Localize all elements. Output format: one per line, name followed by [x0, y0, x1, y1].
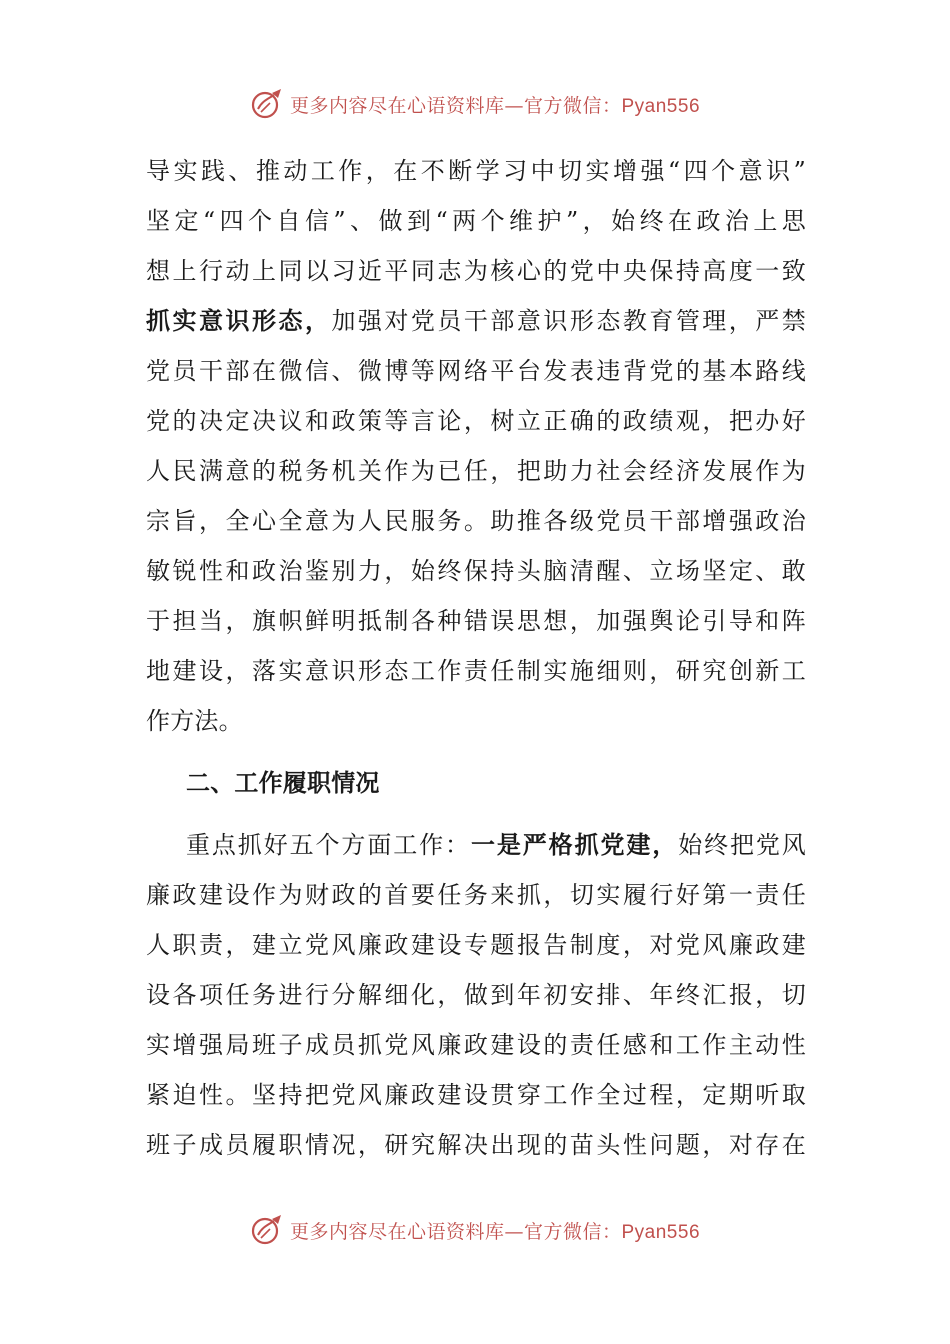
text-line: 想上行动上同以习近平同志为核心的党中央保持高度一致	[146, 257, 806, 285]
document-body	[146, 146, 806, 1170]
text-line: 地建设，落实意识形态工作责任制实施细则，研究创新工	[146, 657, 806, 685]
bold-phrase: 一是严格抓党建，	[470, 830, 679, 859]
text-line: 于担当，旗帜鲜明抵制各种错误思想，加强舆论引导和阵	[146, 607, 806, 635]
text-line: 作方法。	[146, 707, 243, 735]
section-heading: 二、工作履职情况	[186, 768, 380, 797]
watermark-handle: Pyan556	[621, 1221, 701, 1243]
text-line: 重点抓好五个方面工作：一是严格抓党建，始终把党风	[186, 830, 807, 859]
watermark-handle: Pyan556	[621, 95, 701, 117]
watermark-text: 更多内容尽在心语资料库—官方微信：Pyan556	[289, 94, 701, 117]
pen-logo-icon	[250, 87, 284, 121]
text-line: 宗旨，全心全意为人民服务。助推各级党员干部增强政治	[146, 507, 806, 535]
text-line: 班子成员履职情况，研究解决出现的苗头性问题，对存在	[146, 1131, 806, 1159]
watermark-text: 更多内容尽在心语资料库—官方微信：Pyan556	[289, 1220, 701, 1243]
text-line: 党的决定决议和政策等言论，树立正确的政绩观，把办好	[146, 407, 806, 435]
text-line: 实增强局班子成员抓党风廉政建设的责任感和工作主动性	[146, 1031, 806, 1059]
text-line: 抓实意识形态，加强对党员干部意识形态教育管理，严禁	[146, 306, 806, 335]
text-line: 设各项任务进行分解细化，做到年初安排、年终汇报，切	[146, 981, 806, 1009]
text-line: 紧迫性。坚持把党风廉政建设贯穿工作全过程，定期听取	[146, 1081, 806, 1109]
text-line: 坚定“四个自信”、做到“两个维护”，始终在政治上思	[146, 207, 806, 235]
bold-phrase: 抓实意识形态，	[146, 306, 332, 335]
text-line: 敏锐性和政治鉴别力，始终保持头脑清醒、立场坚定、敢	[146, 557, 806, 585]
text-line: 廉政建设作为财政的首要任务来抓，切实履行好第一责任	[146, 881, 806, 909]
text-line: 人民满意的税务机关作为已任，把助力社会经济发展作为	[146, 457, 806, 485]
text-line: 人职责，建立党风廉政建设专题报告制度，对党风廉政建	[146, 931, 806, 959]
text-line: 党员干部在微信、微博等网络平台发表违背党的基本路线	[146, 357, 806, 385]
pen-logo-icon	[250, 1213, 284, 1247]
watermark-header	[0, 84, 950, 124]
watermark-footer	[0, 1210, 950, 1250]
text-line: 导实践、推动工作，在不断学习中切实增强“四个意识”	[146, 157, 806, 185]
